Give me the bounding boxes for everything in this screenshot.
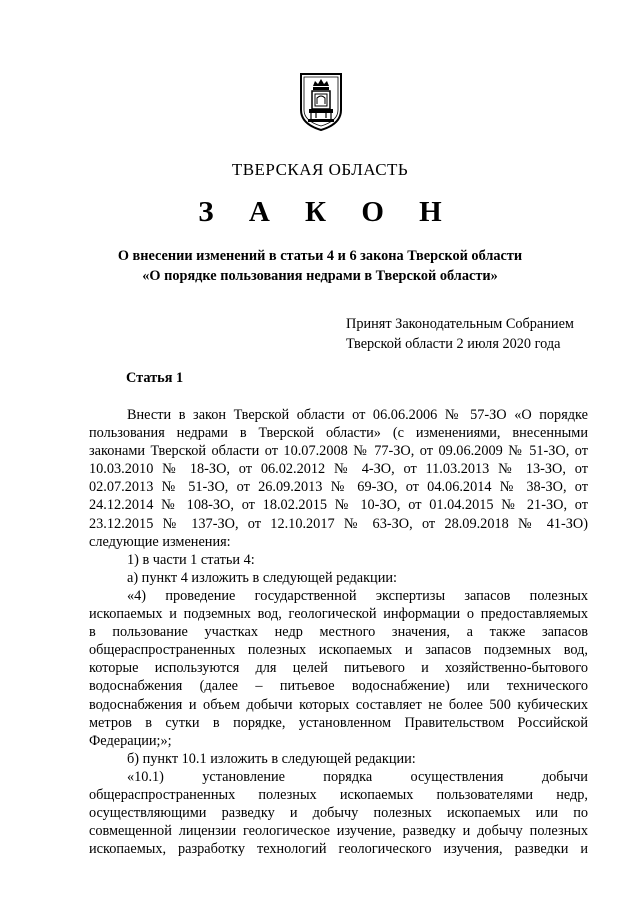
- list-item: 1) в части 1 статьи 4:: [127, 551, 255, 568]
- list-item: а) пункт 4 изложить в следующей редакции:: [127, 569, 397, 586]
- word: установление: [202, 768, 285, 785]
- word: осуществления: [410, 768, 504, 785]
- text-line: Федерации;»;: [89, 732, 172, 749]
- text-line: Внести в закон Тверской области от 06.06.2006 № 57-ЗО «О порядке: [127, 407, 588, 423]
- article-body: [89, 406, 588, 858]
- text-line: водоснабжения (далее – питьевое водоснабжение) или технического: [89, 678, 588, 695]
- text-line: пользования недрами в Тверской области» (с изменениями, внесенными: [89, 425, 588, 442]
- subtitle-line-2: «О порядке пользования недрами в Тверской области»: [142, 268, 498, 284]
- text-line: в пользование участках недр местного значения, а также запасов: [89, 624, 588, 641]
- document-type-title: З А К О Н: [198, 196, 456, 228]
- word: добычи: [541, 768, 588, 785]
- law-subtitle: [0, 246, 640, 286]
- adoption-line-1: Принят Законодательным Собранием: [346, 316, 574, 332]
- text-line: [89, 768, 588, 786]
- text-line: законами Тверской области от 10.07.2008 № 77-ЗО, от 09.06.2009 № 51-ЗО, от: [89, 443, 588, 460]
- text-line: «4) проведение государственной экспертизы запасов полезных: [127, 587, 588, 604]
- word: порядка: [323, 768, 373, 785]
- text-line: водоснабжения и объем добычи которых составляет не более 500 кубических: [89, 696, 588, 713]
- text-line: осуществляющими разведку и добычу полезных ископаемых или по: [89, 805, 588, 822]
- text-line: которые используются для целей питьевого и хозяйственно-бытового: [89, 660, 588, 677]
- text-line: 02.07.2013 № 51-ЗО, от 26.09.2013 № 69-ЗО, от 04.06.2014 № 38-ЗО, от: [89, 479, 588, 496]
- word: «10.1): [127, 768, 164, 785]
- text-line: ископаемых, разработку технологий геологического изучения, разведки и: [89, 841, 588, 858]
- list-item: б) пункт 10.1 изложить в следующей редакции:: [127, 750, 416, 767]
- adoption-note: [346, 314, 574, 354]
- text-line: общераспространенных полезных ископаемых и запасов подземных вод,: [89, 642, 588, 659]
- subtitle-line-1: О внесении изменений в статьи 4 и 6 закона Тверской области: [117, 248, 523, 264]
- text-line: общераспространенных полезных ископаемых пользователями недр,: [89, 786, 588, 803]
- text-line: 24.12.2014 № 108-ЗО, от 18.02.2015 № 10-ЗО, от 01.04.2015 № 21-ЗО, от: [89, 497, 588, 514]
- region-name: ТВЕРСКАЯ ОБЛАСТЬ: [231, 160, 409, 179]
- adoption-line-2: Тверской области 2 июля 2020 года: [346, 336, 561, 352]
- tver-coat-of-arms-emblem: [299, 72, 343, 132]
- text-line: совмещенной лицензии геологическое изучение, разведку и добычу полезных: [89, 823, 588, 840]
- text-line: ископаемых и подземных вод, геологической информации о предоставляемых: [89, 606, 588, 623]
- text-line: метров в сутки в порядке, установленном Правительством Российской: [89, 714, 588, 731]
- article-heading: Статья 1: [126, 370, 184, 386]
- text-line: 23.12.2015 № 137-ЗО, от 12.10.2017 № 63-ЗО, от 28.09.2018 № 41-ЗО): [89, 515, 588, 532]
- text-line: 10.03.2010 № 18-ЗО, от 06.02.2012 № 4-ЗО, от 11.03.2013 № 13-ЗО, от: [89, 461, 588, 478]
- text-line: следующие изменения:: [89, 533, 231, 550]
